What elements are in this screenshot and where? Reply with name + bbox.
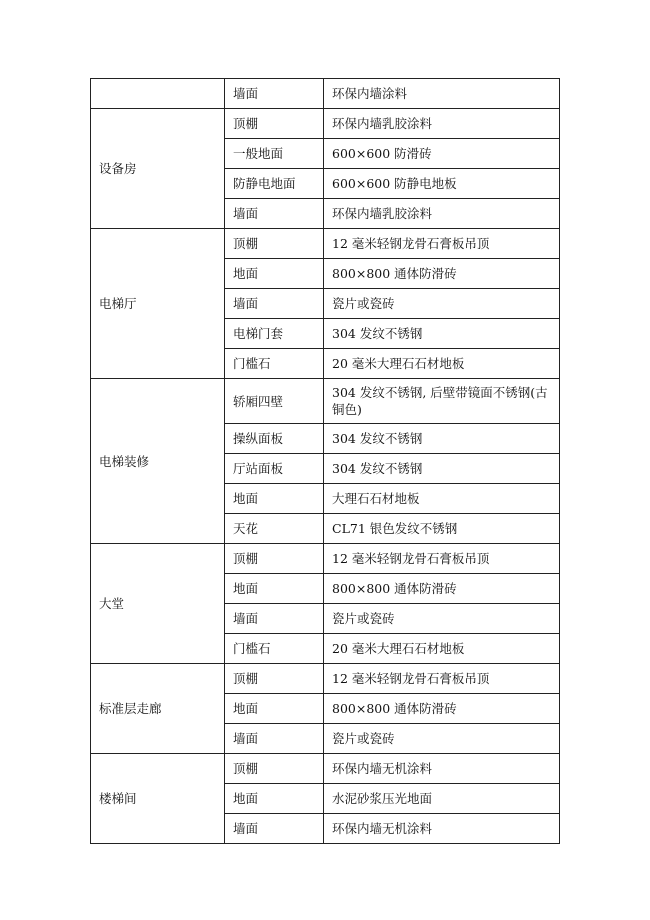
part-cell: 地面 [225,259,324,289]
area-cell [91,79,225,109]
material-cell: 瓷片或瓷砖 [324,289,560,319]
material-cell: 800×800 通体防滑砖 [324,574,560,604]
material-cell: 304 发纹不锈钢, 后壁带镜面不锈钢(古铜色) [324,379,560,424]
part-cell: 轿厢四壁 [225,379,324,424]
part-cell: 地面 [225,484,324,514]
material-cell: 800×800 通体防滑砖 [324,694,560,724]
part-cell: 墙面 [225,199,324,229]
part-cell: 门槛石 [225,349,324,379]
part-cell: 墙面 [225,814,324,844]
material-cell: 800×800 通体防滑砖 [324,259,560,289]
part-cell: 顶棚 [225,109,324,139]
part-cell: 防静电地面 [225,169,324,199]
table-row [91,544,560,574]
part-cell: 墙面 [225,289,324,319]
part-cell: 地面 [225,574,324,604]
material-cell: 600×600 防滑砖 [324,139,560,169]
table-row [91,109,560,139]
area-cell: 电梯厅 [91,229,225,379]
part-cell: 顶棚 [225,754,324,784]
material-cell: 瓷片或瓷砖 [324,724,560,754]
material-cell: 环保内墙乳胶涂料 [324,109,560,139]
material-cell: 304 发纹不锈钢 [324,424,560,454]
area-cell: 电梯装修 [91,379,225,544]
part-cell: 地面 [225,784,324,814]
part-cell: 天花 [225,514,324,544]
material-cell: 12 毫米轻钢龙骨石膏板吊顶 [324,229,560,259]
material-cell: 环保内墙乳胶涂料 [324,199,560,229]
area-cell: 大堂 [91,544,225,664]
material-cell: 瓷片或瓷砖 [324,604,560,634]
material-cell: 大理石石材地板 [324,484,560,514]
material-cell: 环保内墙涂料 [324,79,560,109]
material-cell: 600×600 防静电地板 [324,169,560,199]
part-cell: 地面 [225,694,324,724]
material-cell: 20 毫米大理石石材地板 [324,349,560,379]
area-cell: 标准层走廊 [91,664,225,754]
material-cell: 环保内墙无机涂料 [324,754,560,784]
material-cell: 水泥砂浆压光地面 [324,784,560,814]
material-cell: 304 发纹不锈钢 [324,319,560,349]
material-cell: 12 毫米轻钢龙骨石膏板吊顶 [324,544,560,574]
finish-spec-table [90,78,560,844]
part-cell: 墙面 [225,604,324,634]
table-row [91,229,560,259]
area-cell: 设备房 [91,109,225,229]
part-cell: 墙面 [225,79,324,109]
finish-spec-body [91,79,560,844]
material-cell: 304 发纹不锈钢 [324,454,560,484]
table-row [91,379,560,424]
part-cell: 一般地面 [225,139,324,169]
part-cell: 顶棚 [225,544,324,574]
material-cell: CL71 银色发纹不锈钢 [324,514,560,544]
part-cell: 电梯门套 [225,319,324,349]
part-cell: 门槛石 [225,634,324,664]
part-cell: 墙面 [225,724,324,754]
material-cell: 12 毫米轻钢龙骨石膏板吊顶 [324,664,560,694]
material-cell: 20 毫米大理石石材地板 [324,634,560,664]
material-cell: 环保内墙无机涂料 [324,814,560,844]
table-row [91,79,560,109]
table-row [91,754,560,784]
part-cell: 顶棚 [225,229,324,259]
part-cell: 顶棚 [225,664,324,694]
table-row [91,664,560,694]
part-cell: 厅站面板 [225,454,324,484]
part-cell: 操纵面板 [225,424,324,454]
area-cell: 楼梯间 [91,754,225,844]
